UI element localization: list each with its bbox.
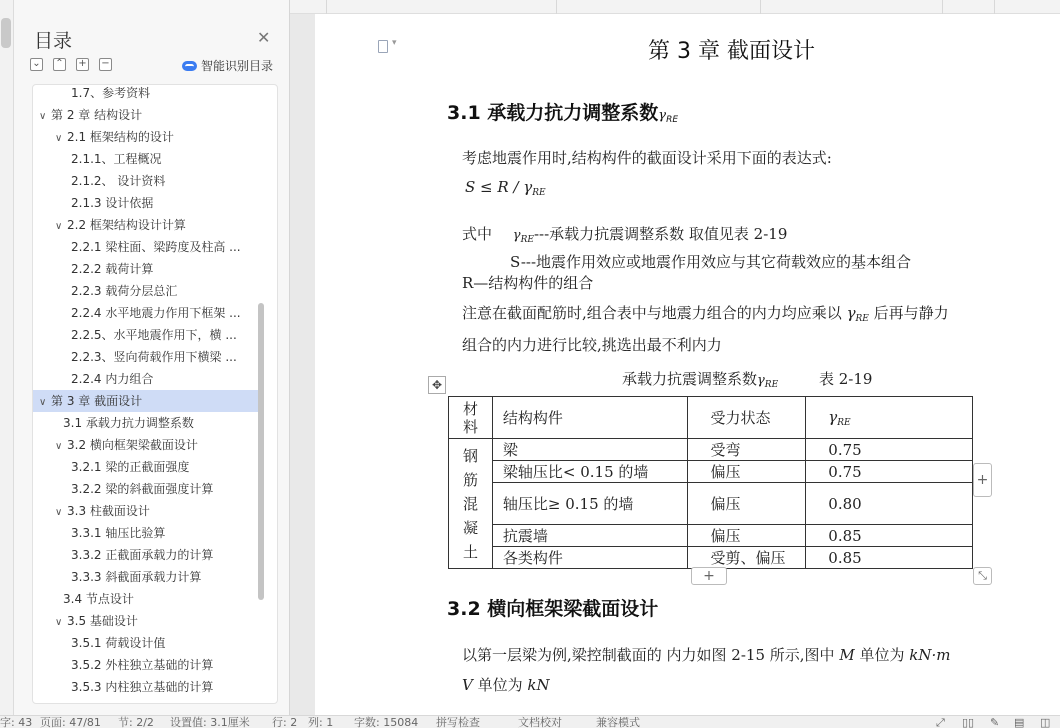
table-caption bbox=[622, 368, 872, 390]
smart-toc-button[interactable] bbox=[182, 57, 273, 74]
header-gamma-symbol: γ bbox=[828, 407, 838, 426]
gamma-subscript-2: RE bbox=[520, 235, 534, 245]
chapter-title: 第 3 章 截面设计 bbox=[648, 39, 815, 64]
table-row bbox=[449, 439, 973, 461]
shear-unit-label: 单位为 bbox=[477, 676, 523, 694]
toc-item[interactable] bbox=[33, 192, 263, 214]
toc-item[interactable] bbox=[33, 346, 263, 368]
formula bbox=[465, 178, 546, 198]
toc-item[interactable] bbox=[33, 258, 263, 280]
toc-item-label: 2.2 框架结构设计计算 bbox=[67, 218, 186, 232]
para-shizhong bbox=[462, 223, 787, 245]
status-bar bbox=[0, 715, 1060, 728]
status-page[interactable]: 页面: 47/81 bbox=[40, 716, 101, 728]
beam-m-symbol: M bbox=[839, 646, 855, 664]
toc-item[interactable] bbox=[33, 390, 263, 412]
toc-item[interactable] bbox=[33, 478, 263, 500]
cell-member: 抗震墙 bbox=[492, 525, 688, 547]
page-view-icon[interactable]: ▤ bbox=[1014, 716, 1025, 728]
para-design-expression: 考虑地震作用时,结构构件的截面设计采用下面的表达式: bbox=[462, 149, 832, 167]
toc-item-label: 3.2.2 梁的斜截面强度计算 bbox=[71, 482, 214, 496]
toc-item-label: 第 3 章 截面设计 bbox=[51, 394, 143, 408]
status-word-count[interactable]: 字数: 15084 bbox=[354, 716, 419, 728]
left-strip bbox=[0, 0, 14, 715]
gamma-subscript-3: RE bbox=[855, 314, 869, 324]
toc-item-label: 3.2.1 梁的正截面强度 bbox=[71, 460, 190, 474]
toc-item-label: 3.3.2 正截面承载力的计算 bbox=[71, 548, 214, 562]
table-row bbox=[449, 461, 973, 483]
header-material-text: 材料 bbox=[462, 399, 478, 436]
status-compat-mode: 兼容模式 bbox=[596, 716, 640, 728]
chevron-down-icon[interactable]: ∨ bbox=[55, 221, 63, 232]
cell-state: 偏压 bbox=[688, 483, 806, 525]
left-strip-handle[interactable] bbox=[1, 18, 11, 48]
close-icon[interactable]: ✕ bbox=[257, 28, 271, 47]
toc-item[interactable] bbox=[33, 104, 263, 126]
cell-member: 轴压比≥ 0.15 的墙 bbox=[492, 483, 688, 525]
cell-material bbox=[449, 439, 493, 569]
toc-item-label: 2.2.5、水平地震作用下，横 ... bbox=[71, 328, 237, 342]
toc-item-label: 3.5.2 外柱独立基础的计算 bbox=[71, 658, 214, 672]
toc-item-label: 2.1 框架结构的设计 bbox=[67, 130, 174, 144]
note-text-b: 后再与静力 bbox=[873, 304, 949, 322]
chevron-down-icon[interactable]: ∨ bbox=[55, 441, 63, 452]
cell-member: 梁 bbox=[492, 439, 688, 461]
toc-item-label: 3.5.3 内柱独立基础的计算 bbox=[71, 680, 214, 694]
gamma-subscript: RE bbox=[666, 115, 679, 125]
header-member: 结构构件 bbox=[492, 397, 688, 439]
gamma-symbol: γ bbox=[658, 108, 667, 123]
toc-item-label: 第 2 章 结构设计 bbox=[51, 108, 143, 122]
table-resize-icon[interactable]: ⤡ bbox=[973, 567, 992, 585]
cell-member: 梁轴压比< 0.15 的墙 bbox=[492, 461, 688, 483]
toc-item[interactable] bbox=[33, 302, 263, 324]
note-text-a: 注意在截面配筋时,组合表中与地震力组合的内力均应乘以 bbox=[462, 304, 842, 322]
add-row-icon[interactable]: + bbox=[691, 567, 727, 585]
status-words-left: 字: 43 bbox=[0, 716, 33, 728]
add-column-icon[interactable]: + bbox=[973, 463, 992, 497]
toc-item-label: 2.2.1 梁柱面、梁跨度及柱高 ... bbox=[71, 240, 241, 254]
cloud-icon bbox=[182, 61, 197, 71]
coefficient-table bbox=[448, 396, 973, 569]
shizhong-label: 式中 bbox=[462, 225, 493, 243]
cell-value: 0.80 bbox=[806, 483, 973, 525]
shear-unit-kn: kN bbox=[527, 676, 550, 694]
chevron-down-icon[interactable]: ∨ bbox=[55, 617, 63, 628]
toc-item-label: 2.1.1、工程概况 bbox=[71, 152, 162, 166]
cell-state: 受弯 bbox=[688, 439, 806, 461]
toc-list bbox=[32, 84, 278, 704]
shear-v-symbol: V bbox=[462, 676, 473, 694]
cell-value: 0.85 bbox=[806, 525, 973, 547]
toc-item[interactable] bbox=[33, 610, 263, 632]
toc-item[interactable] bbox=[33, 588, 263, 610]
para-s-definition: S---地震作用效应或地震作用效应与其它荷载效应的基本组合 bbox=[510, 253, 912, 271]
toc-item[interactable] bbox=[33, 544, 263, 566]
table-number: 表 2-19 bbox=[818, 370, 873, 388]
caption-subscript: RE bbox=[764, 380, 779, 390]
para-beam-example bbox=[462, 644, 950, 665]
material-text: 钢筋混凝土 bbox=[462, 446, 478, 561]
toc-item[interactable] bbox=[33, 412, 263, 434]
toc-item[interactable] bbox=[33, 280, 263, 302]
toc-item[interactable] bbox=[33, 654, 263, 676]
toc-item-label: 2.1.3 设计依据 bbox=[71, 196, 154, 210]
chevron-down-icon[interactable]: ∨ bbox=[39, 397, 47, 408]
table-row bbox=[449, 547, 973, 569]
table-row bbox=[449, 483, 973, 525]
toc-item-label: 3.3.1 轴压比验算 bbox=[71, 526, 166, 540]
toc-item-label: 2.1.2、 设计资料 bbox=[71, 174, 166, 188]
chevron-down-icon[interactable]: ∨ bbox=[39, 111, 47, 122]
para-r-definition: R—结构构件的组合 bbox=[462, 274, 594, 292]
gamma-symbol-3: γ bbox=[846, 304, 856, 322]
beam-unit-knm: kN·m bbox=[909, 646, 951, 664]
toc-item-label: 3.1 承载力抗力调整系数 bbox=[63, 416, 194, 430]
para-compare: 组合的内力进行比较,挑选出最不利内力 bbox=[462, 336, 722, 354]
heading-3-1-text: 3.1 承载力抗力调整系数 bbox=[447, 102, 659, 124]
heading-3-2: 3.2 横向框架梁截面设计 bbox=[447, 598, 659, 620]
caption-gamma: γ bbox=[757, 373, 765, 388]
edit-mode-icon[interactable]: ✎ bbox=[990, 716, 1000, 728]
toc-item-label: 2.2.3、竖向荷载作用下横梁 ... bbox=[71, 350, 237, 364]
cell-value: 0.85 bbox=[806, 547, 973, 569]
beam-unit-label: 单位为 bbox=[859, 646, 905, 664]
chevron-down-icon[interactable]: ∨ bbox=[55, 133, 63, 144]
read-mode-icon[interactable]: ▯▯ bbox=[962, 716, 975, 728]
collapse-all-icon[interactable]: ⌄ bbox=[30, 58, 43, 71]
toc-item-label: 2.2.4 水平地震力作用下框架 ... bbox=[71, 306, 241, 320]
toc-item[interactable] bbox=[33, 456, 263, 478]
toc-scrollbar[interactable] bbox=[258, 303, 264, 600]
formula-text: S ≤ R / γ bbox=[465, 178, 533, 196]
cell-state: 偏压 bbox=[688, 525, 806, 547]
toc-item-label: 1.7、参考资料 bbox=[71, 86, 151, 100]
toc-item[interactable] bbox=[33, 566, 263, 588]
beam-text-a: 以第一层梁为例,梁控制截面的 内力如图 2-15 所示,图中 bbox=[462, 646, 835, 664]
table-move-icon[interactable]: ✥ bbox=[428, 376, 446, 394]
header-gamma-subscript: RE bbox=[837, 417, 851, 428]
toc-item[interactable] bbox=[33, 368, 263, 390]
header-material bbox=[449, 397, 493, 439]
toc-item-label: 3.5.1 荷载设计值 bbox=[71, 636, 166, 650]
toc-item[interactable] bbox=[33, 214, 263, 236]
toc-title: 目录 bbox=[34, 30, 73, 52]
toc-item[interactable] bbox=[33, 170, 263, 192]
toc-item-label: 3.2 横向框架梁截面设计 bbox=[67, 438, 198, 452]
toc-item[interactable] bbox=[33, 522, 263, 544]
cell-state: 受剪、偏压 bbox=[688, 547, 806, 569]
cell-value: 0.75 bbox=[806, 439, 973, 461]
formula-subscript: RE bbox=[532, 188, 546, 198]
header-state: 受力状态 bbox=[688, 397, 806, 439]
status-section: 节: 2/2 bbox=[118, 716, 154, 728]
toc-toolbar bbox=[30, 58, 112, 71]
toc-item[interactable] bbox=[33, 148, 263, 170]
status-spellcheck[interactable]: 拼写检查 bbox=[436, 716, 480, 728]
cell-value: 0.75 bbox=[806, 461, 973, 483]
para-shear-unit bbox=[462, 674, 550, 695]
status-proofread[interactable]: 文档校对 bbox=[518, 716, 562, 728]
add-heading-icon[interactable]: + bbox=[76, 58, 89, 71]
chevron-down-icon[interactable]: ∨ bbox=[55, 507, 63, 518]
expand-up-icon[interactable]: ⌃ bbox=[53, 58, 66, 71]
toc-item-label: 3.3 柱截面设计 bbox=[67, 504, 150, 518]
web-view-icon[interactable]: ◫ bbox=[1040, 716, 1051, 728]
toc-item[interactable] bbox=[33, 632, 263, 654]
toc-item[interactable] bbox=[33, 434, 263, 456]
para-note bbox=[462, 302, 949, 324]
status-setting: 设置值: 3.1厘米 bbox=[170, 716, 250, 728]
table-header-row bbox=[449, 397, 973, 439]
toc-item[interactable] bbox=[33, 84, 263, 104]
toc-item-label: 3.5 基础设计 bbox=[67, 614, 138, 628]
heading-3-1 bbox=[447, 98, 678, 125]
cell-member: 各类构件 bbox=[492, 547, 688, 569]
cell-state: 偏压 bbox=[688, 461, 806, 483]
toc-item-label: 3.4 节点设计 bbox=[63, 592, 134, 606]
toc-item[interactable] bbox=[33, 236, 263, 258]
fullscreen-icon[interactable]: ⤢ bbox=[936, 716, 945, 728]
toc-item-label: 3.3.3 斜截面承载力计算 bbox=[71, 570, 202, 584]
document-page[interactable] bbox=[315, 14, 1060, 715]
smart-toc-label: 智能识别目录 bbox=[201, 59, 274, 73]
coefficient-definition: ---承载力抗震调整系数 取值见表 2-19 bbox=[533, 225, 788, 243]
status-col: 列: 1 bbox=[308, 716, 334, 728]
toc-pane bbox=[14, 0, 290, 715]
status-row: 行: 2 bbox=[272, 716, 298, 728]
toc-item-label: 2.2.4 内力组合 bbox=[71, 372, 154, 386]
toc-item[interactable] bbox=[33, 126, 263, 148]
header-gamma bbox=[806, 397, 973, 439]
toc-item[interactable] bbox=[33, 324, 263, 346]
toc-item-label: 2.2.3 载荷分层总汇 bbox=[71, 284, 178, 298]
top-ruler bbox=[290, 0, 1060, 14]
table-row bbox=[449, 525, 973, 547]
toc-item[interactable] bbox=[33, 676, 263, 698]
table-caption-text: 承载力抗震调整系数 bbox=[622, 370, 758, 388]
remove-heading-icon[interactable]: − bbox=[99, 58, 112, 71]
gamma-symbol-2: γ bbox=[512, 228, 521, 243]
toc-item-label: 2.2.2 载荷计算 bbox=[71, 262, 154, 276]
toc-item[interactable] bbox=[33, 500, 263, 522]
paragraph-menu-icon[interactable] bbox=[378, 40, 388, 53]
